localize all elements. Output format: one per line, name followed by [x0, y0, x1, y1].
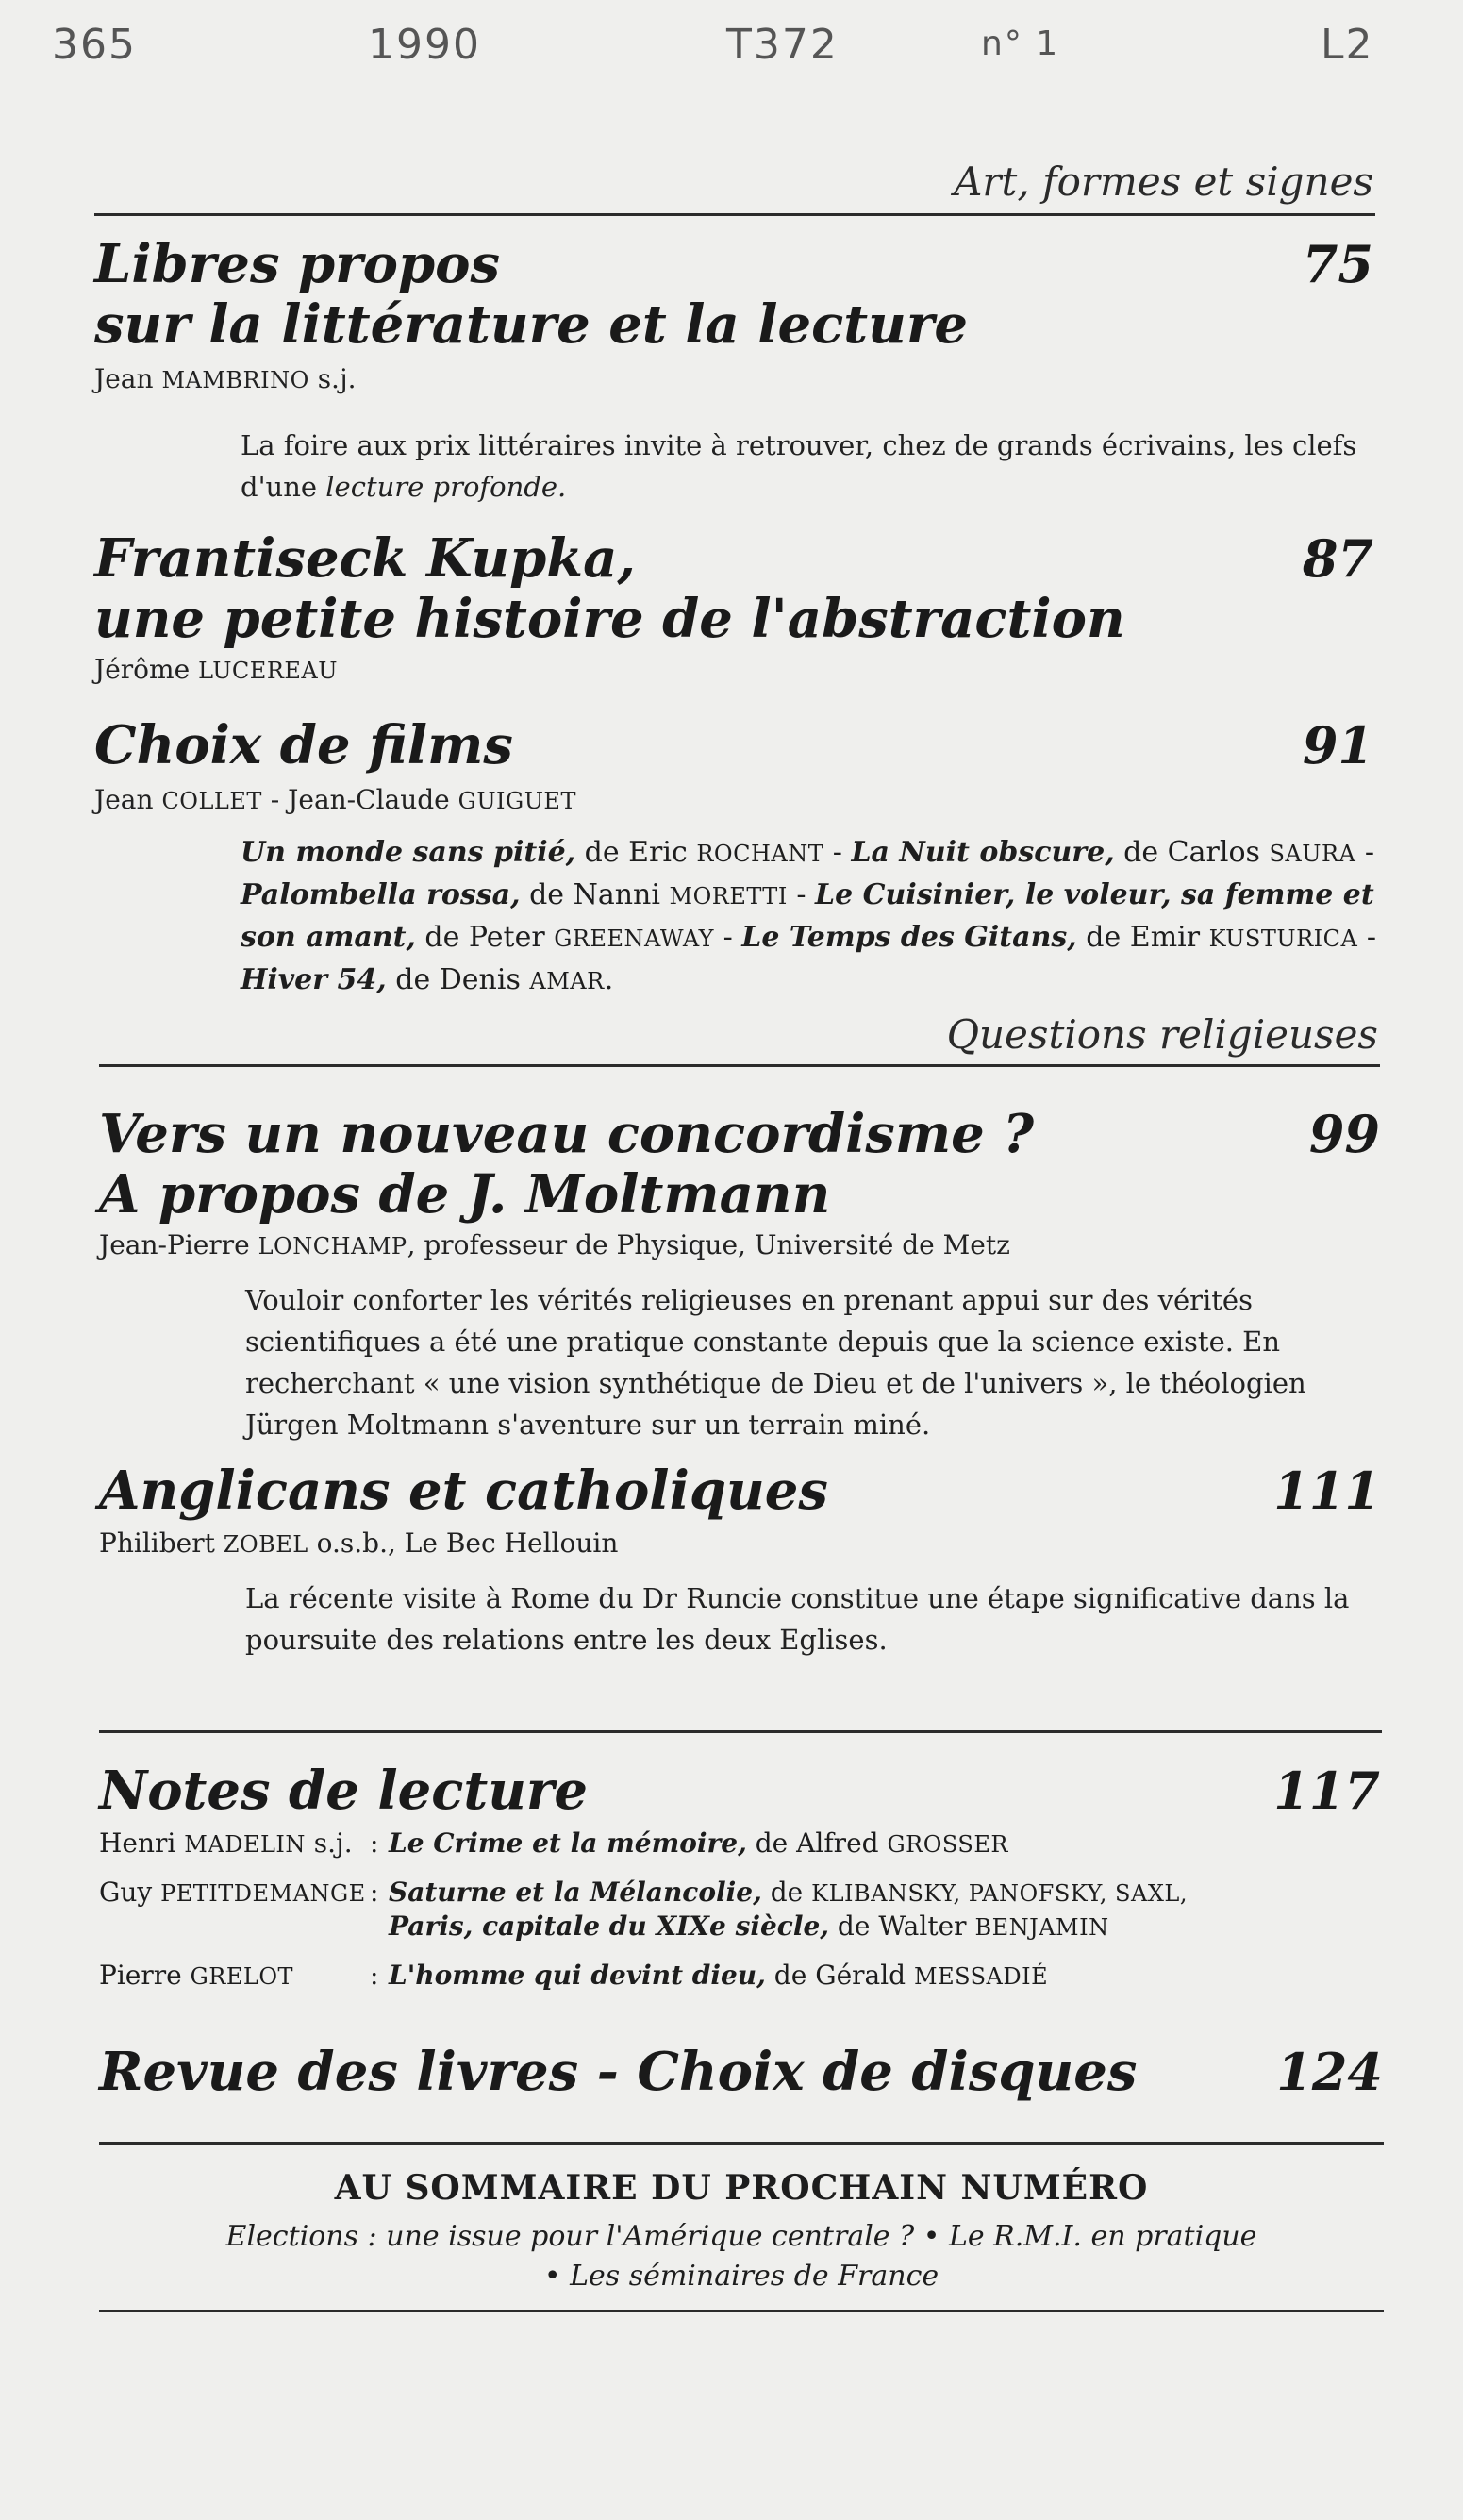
note-work-row [389, 1876, 1188, 1911]
reviewer-last: MADELIN [184, 1831, 306, 1858]
author-first: Jean [94, 784, 154, 815]
film-director: SAURA [1269, 841, 1356, 867]
note-author: MESSADIÉ [914, 1963, 1049, 1990]
note-reviewer [99, 1959, 293, 1994]
reviewer-last: GRELOT [190, 1963, 294, 1990]
film-list [241, 832, 1377, 1002]
film-by: de Peter [415, 921, 555, 954]
page-number: 87 [1302, 528, 1373, 589]
author-suffix: s.j. [317, 363, 357, 394]
author-first: Jérôme [94, 654, 191, 685]
section-rule [94, 213, 1375, 216]
author-role: o.s.b., Le Bec Hellouin [308, 1527, 619, 1559]
film-by: de Denis [386, 963, 530, 996]
film-separator: - [1355, 836, 1375, 869]
page-number: 117 [1273, 1761, 1380, 1821]
reviewer-first: Guy [99, 1877, 153, 1908]
note-author: GROSSER [887, 1831, 1008, 1858]
author-separator: - [261, 784, 289, 815]
note-colon: : [370, 1960, 379, 1991]
article-author [94, 362, 357, 397]
handwritten-number: n° 1 [981, 25, 1060, 63]
film-title: Un monde sans pitié, [241, 836, 576, 869]
film-separator: - [714, 921, 742, 954]
note-by: de Walter [829, 1911, 975, 1942]
article-title: Choix de films [94, 714, 513, 776]
note-work: Paris, capitale du XIXe siècle, [389, 1911, 830, 1942]
section-title-art: Art, formes et signes [954, 159, 1373, 205]
article-title-line1: Libres propos [94, 233, 501, 295]
reviewer-suffix: s.j. [305, 1827, 353, 1859]
reviewer-first: Pierre [99, 1960, 182, 1991]
section-rule [99, 2310, 1384, 2312]
note-by: de Gérald [765, 1960, 914, 1991]
film-item [741, 921, 1376, 954]
article-title-line1: Frantiseck Kupka, [94, 527, 636, 590]
note-work-row [389, 1910, 1109, 1944]
reviewer-first: Henri [99, 1827, 176, 1859]
film-item [241, 878, 815, 911]
author-first: Jean [94, 363, 154, 394]
note-work-row [389, 1959, 1048, 1994]
film-by: de Eric [575, 836, 697, 869]
author-last: COLLET [161, 788, 262, 814]
film-director: GREENAWAY [554, 926, 715, 952]
film-item [851, 836, 1374, 869]
section-title-religion: Questions religieuses [946, 1011, 1378, 1058]
film-by: de Nanni [520, 878, 670, 911]
handwritten-year: 1990 [368, 21, 481, 69]
film-director: MORETTI [669, 883, 788, 910]
film-item [241, 836, 851, 869]
author-role: , professeur de Physique, Université de Metz [407, 1229, 1010, 1260]
article-title-line2: sur la littérature et la lecture [94, 293, 968, 356]
note-work: Saturne et la Mélancolie, [389, 1877, 762, 1908]
handwritten-corner: L2 [1321, 21, 1374, 69]
note-colon: : [370, 1827, 379, 1859]
author-first: Jean-Claude [288, 784, 450, 815]
note-work: Le Crime et la mémoire, [389, 1827, 747, 1859]
abstract-italic: lecture profonde. [325, 471, 567, 503]
film-separator: - [823, 836, 852, 869]
next-issue-heading: AU SOMMAIRE DU PROCHAIN NUMÉRO [334, 2168, 1149, 2208]
page-number: 99 [1308, 1104, 1380, 1164]
article-abstract: La récente visite à Rome du Dr Runcie constitue une étape significative dans la poursuite des relations entre les deux Eglises. [245, 1582, 1350, 1656]
article-author [94, 653, 338, 688]
article-title-line1: Vers un nouveau concordisme ? [99, 1103, 1035, 1165]
note-author: BENJAMIN [974, 1914, 1109, 1941]
abstract-text: La foire aux prix littéraires invite à retrouver, chez de grands écrivains, les clefs d'une [241, 429, 1357, 503]
note-reviewer [99, 1827, 353, 1861]
next-issue-line2: • Les séminaires de France [543, 2260, 939, 2293]
page-number: 91 [1302, 715, 1373, 776]
author-last: ZOBEL [223, 1531, 308, 1558]
film-director: ROCHANT [696, 841, 824, 867]
note-author: KLIBANSKY, PANOFSKY, SAXL, [811, 1880, 1188, 1907]
article-title-line2: une petite histoire de l'abstraction [94, 588, 1125, 650]
note-reviewer [99, 1876, 366, 1911]
film-separator: - [787, 878, 816, 911]
film-title: Palombella rossa, [241, 878, 521, 911]
film-director: KUSTURICA [1208, 926, 1358, 952]
page-number: 124 [1276, 2042, 1383, 2102]
film-title: La Nuit obscure, [851, 836, 1115, 869]
author-last: LUCEREAU [198, 658, 338, 684]
film-title: Le Temps des Gitans, [741, 921, 1077, 954]
note-by: de [761, 1877, 812, 1908]
page-number: 111 [1273, 1460, 1380, 1521]
article-title: Notes de lecture [99, 1760, 589, 1822]
handwritten-code: T372 [726, 21, 839, 69]
note-by: de Alfred [746, 1827, 888, 1859]
article-author [94, 783, 576, 818]
author-last: MAMBRINO [161, 367, 309, 393]
section-rule [99, 1730, 1382, 1733]
article-abstract [241, 425, 1377, 508]
film-separator: - [1357, 921, 1377, 954]
film-title: Hiver 54, [241, 963, 387, 996]
article-title: Revue des livres - Choix de disques [99, 2041, 1138, 2103]
section-rule [99, 1064, 1380, 1067]
author-first: Philibert [99, 1527, 215, 1559]
film-title: Le Cuisinier, le voleur, sa femme et son amant, [241, 878, 1374, 954]
article-author [99, 1527, 618, 1561]
article-abstract: Vouloir conforter les vérités religieuses en prenant appui sur des vérités scientifiques a été une pratique constante depuis que la science existe. En recherchant « une vision synthétique de Dieu et de l'univers », le théologien Jürgen Moltmann s'aventure sur un terrain miné. [245, 1284, 1306, 1441]
author-last: LONCHAMP [258, 1233, 407, 1260]
film-separator: . [604, 963, 614, 996]
section-rule [99, 2142, 1384, 2145]
film-by: de Emir [1076, 921, 1209, 954]
author-first: Jean-Pierre [99, 1229, 250, 1260]
film-by: de Carlos [1114, 836, 1270, 869]
author-last: GUIGUET [457, 788, 576, 814]
page-number: 75 [1302, 234, 1373, 294]
handwritten-ref: 365 [52, 21, 137, 69]
note-work-row [389, 1827, 1008, 1861]
note-colon: : [370, 1877, 379, 1908]
article-title-line2: A propos de J. Moltmann [99, 1163, 831, 1226]
next-issue-line1: Elections : une issue pour l'Amérique centrale ? • Le R.M.I. en pratique [225, 2220, 1257, 2253]
film-item [241, 963, 613, 996]
note-work: L'homme qui devint dieu, [389, 1960, 766, 1991]
reviewer-last: PETITDEMANGE [160, 1880, 366, 1907]
article-title: Anglicans et catholiques [99, 1460, 828, 1522]
film-director: AMAR [529, 968, 605, 994]
article-author [99, 1228, 1010, 1263]
